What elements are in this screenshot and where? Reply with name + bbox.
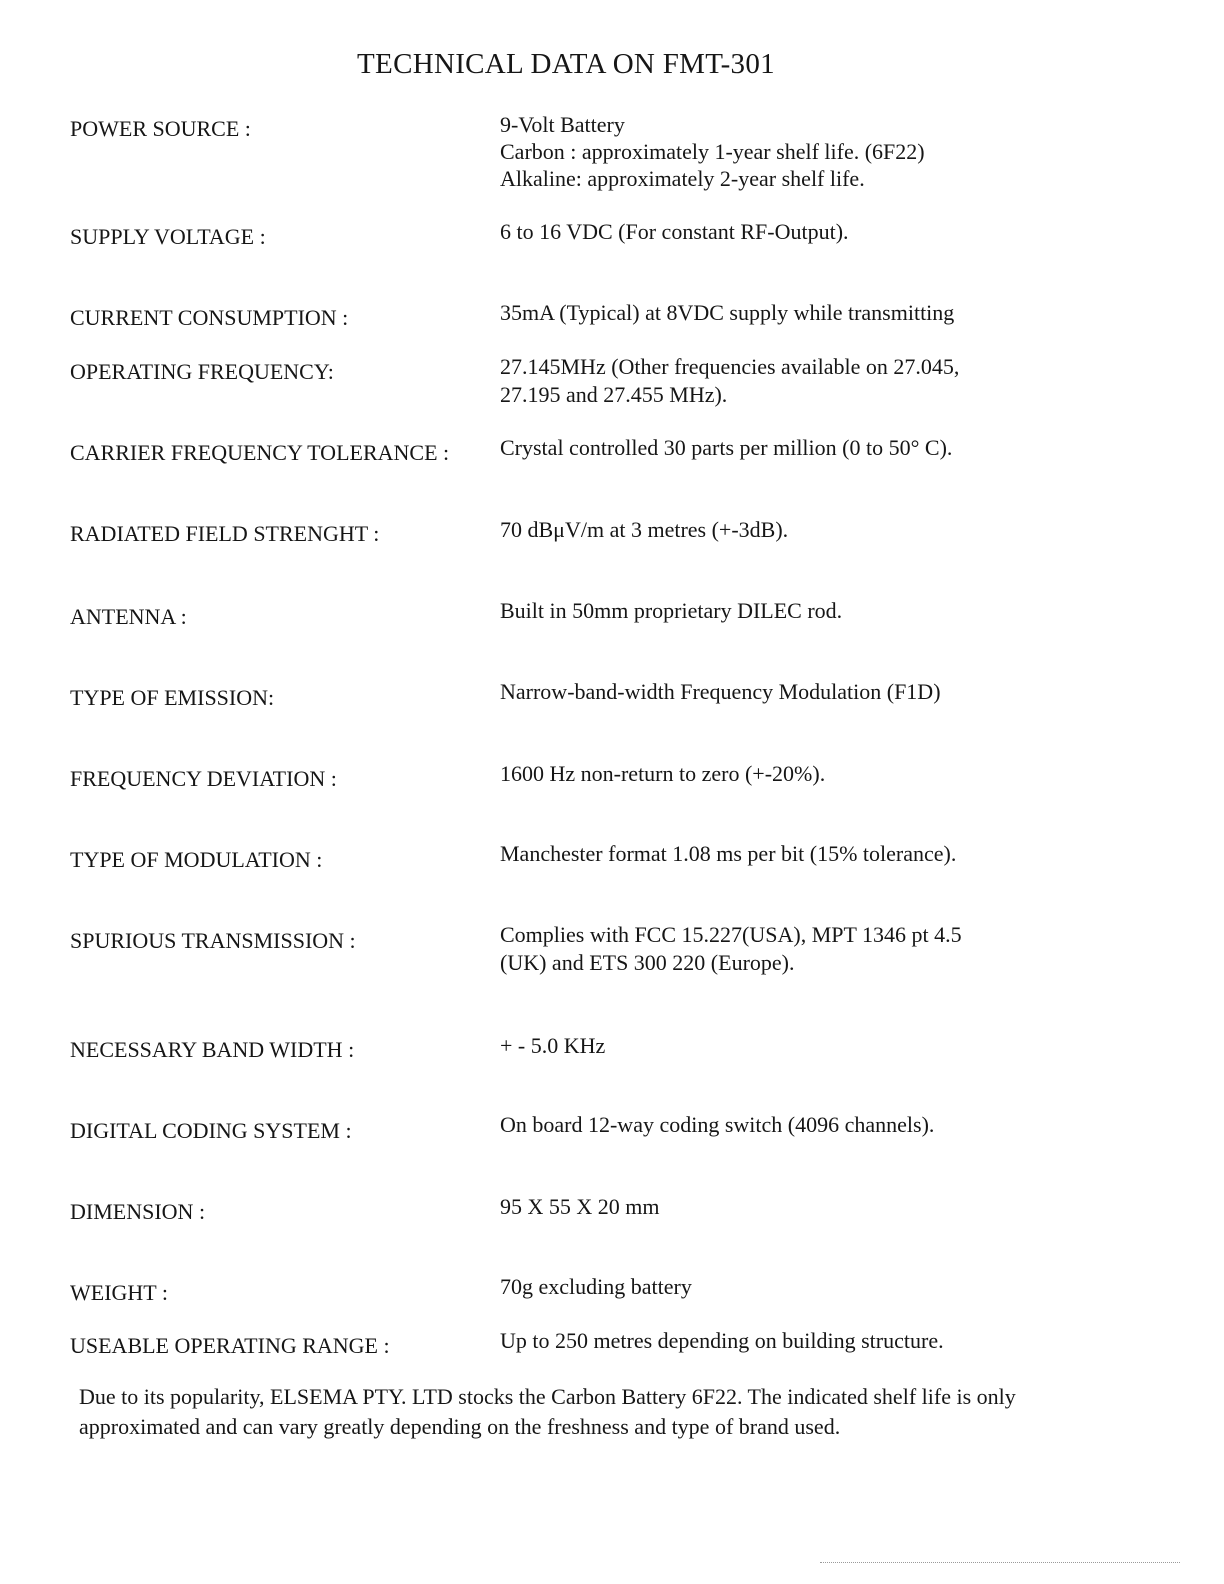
spec-value-type-of-emission: Narrow-band-width Frequency Modulation (F1D) [500,679,941,704]
spec-label-carrier-frequency-tolerance: CARRIER FREQUENCY TOLERANCE : [70,440,450,465]
spec-label-digital-coding-system: DIGITAL CODING SYSTEM : [70,1118,352,1143]
spec-label-necessary-band-width: NECESSARY BAND WIDTH : [70,1037,355,1062]
spec-value-type-of-modulation: Manchester format 1.08 ms per bit (15% tolerance). [500,841,957,866]
spec-value-spurious-transmission-line-2: (UK) and ETS 300 220 (Europe). [500,950,795,975]
spec-label-dimension: DIMENSION : [70,1199,206,1224]
spec-label-antenna: ANTENNA : [70,604,187,629]
spec-value-operating-frequency-line-1: 27.145MHz (Other frequencies available on 27.045, [500,354,960,379]
spec-value-frequency-deviation: 1600 Hz non-return to zero (+-20%). [500,761,826,786]
spec-label-spurious-transmission: SPURIOUS TRANSMISSION : [70,928,356,953]
spec-value-operating-frequency-line-2: 27.195 and 27.455 MHz). [500,382,728,407]
spec-label-frequency-deviation: FREQUENCY DEVIATION : [70,766,337,791]
spec-value-power-source-line-2: Carbon : approximately 1-year shelf life. (6F22) [500,139,925,164]
spec-value-power-source-line-3: Alkaline: approximately 2-year shelf life. [500,166,865,191]
spec-label-operating-frequency: OPERATING FREQUENCY: [70,359,334,384]
spec-value-digital-coding-system: On board 12-way coding switch (4096 channels). [500,1112,935,1137]
spec-value-useable-operating-range: Up to 250 metres depending on building structure. [500,1328,944,1353]
spec-value-dimension: 95 X 55 X 20 mm [500,1194,660,1219]
spec-value-weight: 70g excluding battery [500,1274,692,1299]
page-title: TECHNICAL DATA ON FMT-301 [357,48,775,80]
spec-label-weight: WEIGHT : [70,1280,168,1305]
spec-value-carrier-frequency-tolerance: Crystal controlled 30 parts per million (0 to 50° C). [500,435,953,460]
spec-value-antenna: Built in 50mm proprietary DILEC rod. [500,598,843,623]
spec-value-supply-voltage: 6 to 16 VDC (For constant RF-Output). [500,219,849,244]
spec-label-type-of-modulation: TYPE OF MODULATION : [70,847,323,872]
spec-label-supply-voltage: SUPPLY VOLTAGE : [70,224,266,249]
spec-label-useable-operating-range: USEABLE OPERATING RANGE : [70,1333,390,1358]
footnote: Due to its popularity, ELSEMA PTY. LTD stocks the Carbon Battery 6F22. The indicated shelf life is only approximated and can vary greatly depending on the freshness and type of brand used. [79,1384,1016,1439]
spec-value-radiated-field-strength: 70 dBμV/m at 3 metres (+-3dB). [500,517,789,542]
spec-label-radiated-field-strength: RADIATED FIELD STRENGHT : [70,521,380,546]
spec-label-power-source: POWER SOURCE : [70,116,251,141]
spec-value-power-source-line-1: 9-Volt Battery [500,112,625,137]
spec-value-spurious-transmission-line-1: Complies with FCC 15.227(USA), MPT 1346 pt 4.5 [500,922,962,947]
spec-label-type-of-emission: TYPE OF EMISSION: [70,685,275,710]
page-edge-rule [820,1562,1180,1563]
spec-label-current-consumption: CURRENT CONSUMPTION : [70,305,349,330]
spec-value-current-consumption: 35mA (Typical) at 8VDC supply while transmitting [500,300,955,325]
spec-value-necessary-band-width: + - 5.0 KHz [500,1033,606,1058]
